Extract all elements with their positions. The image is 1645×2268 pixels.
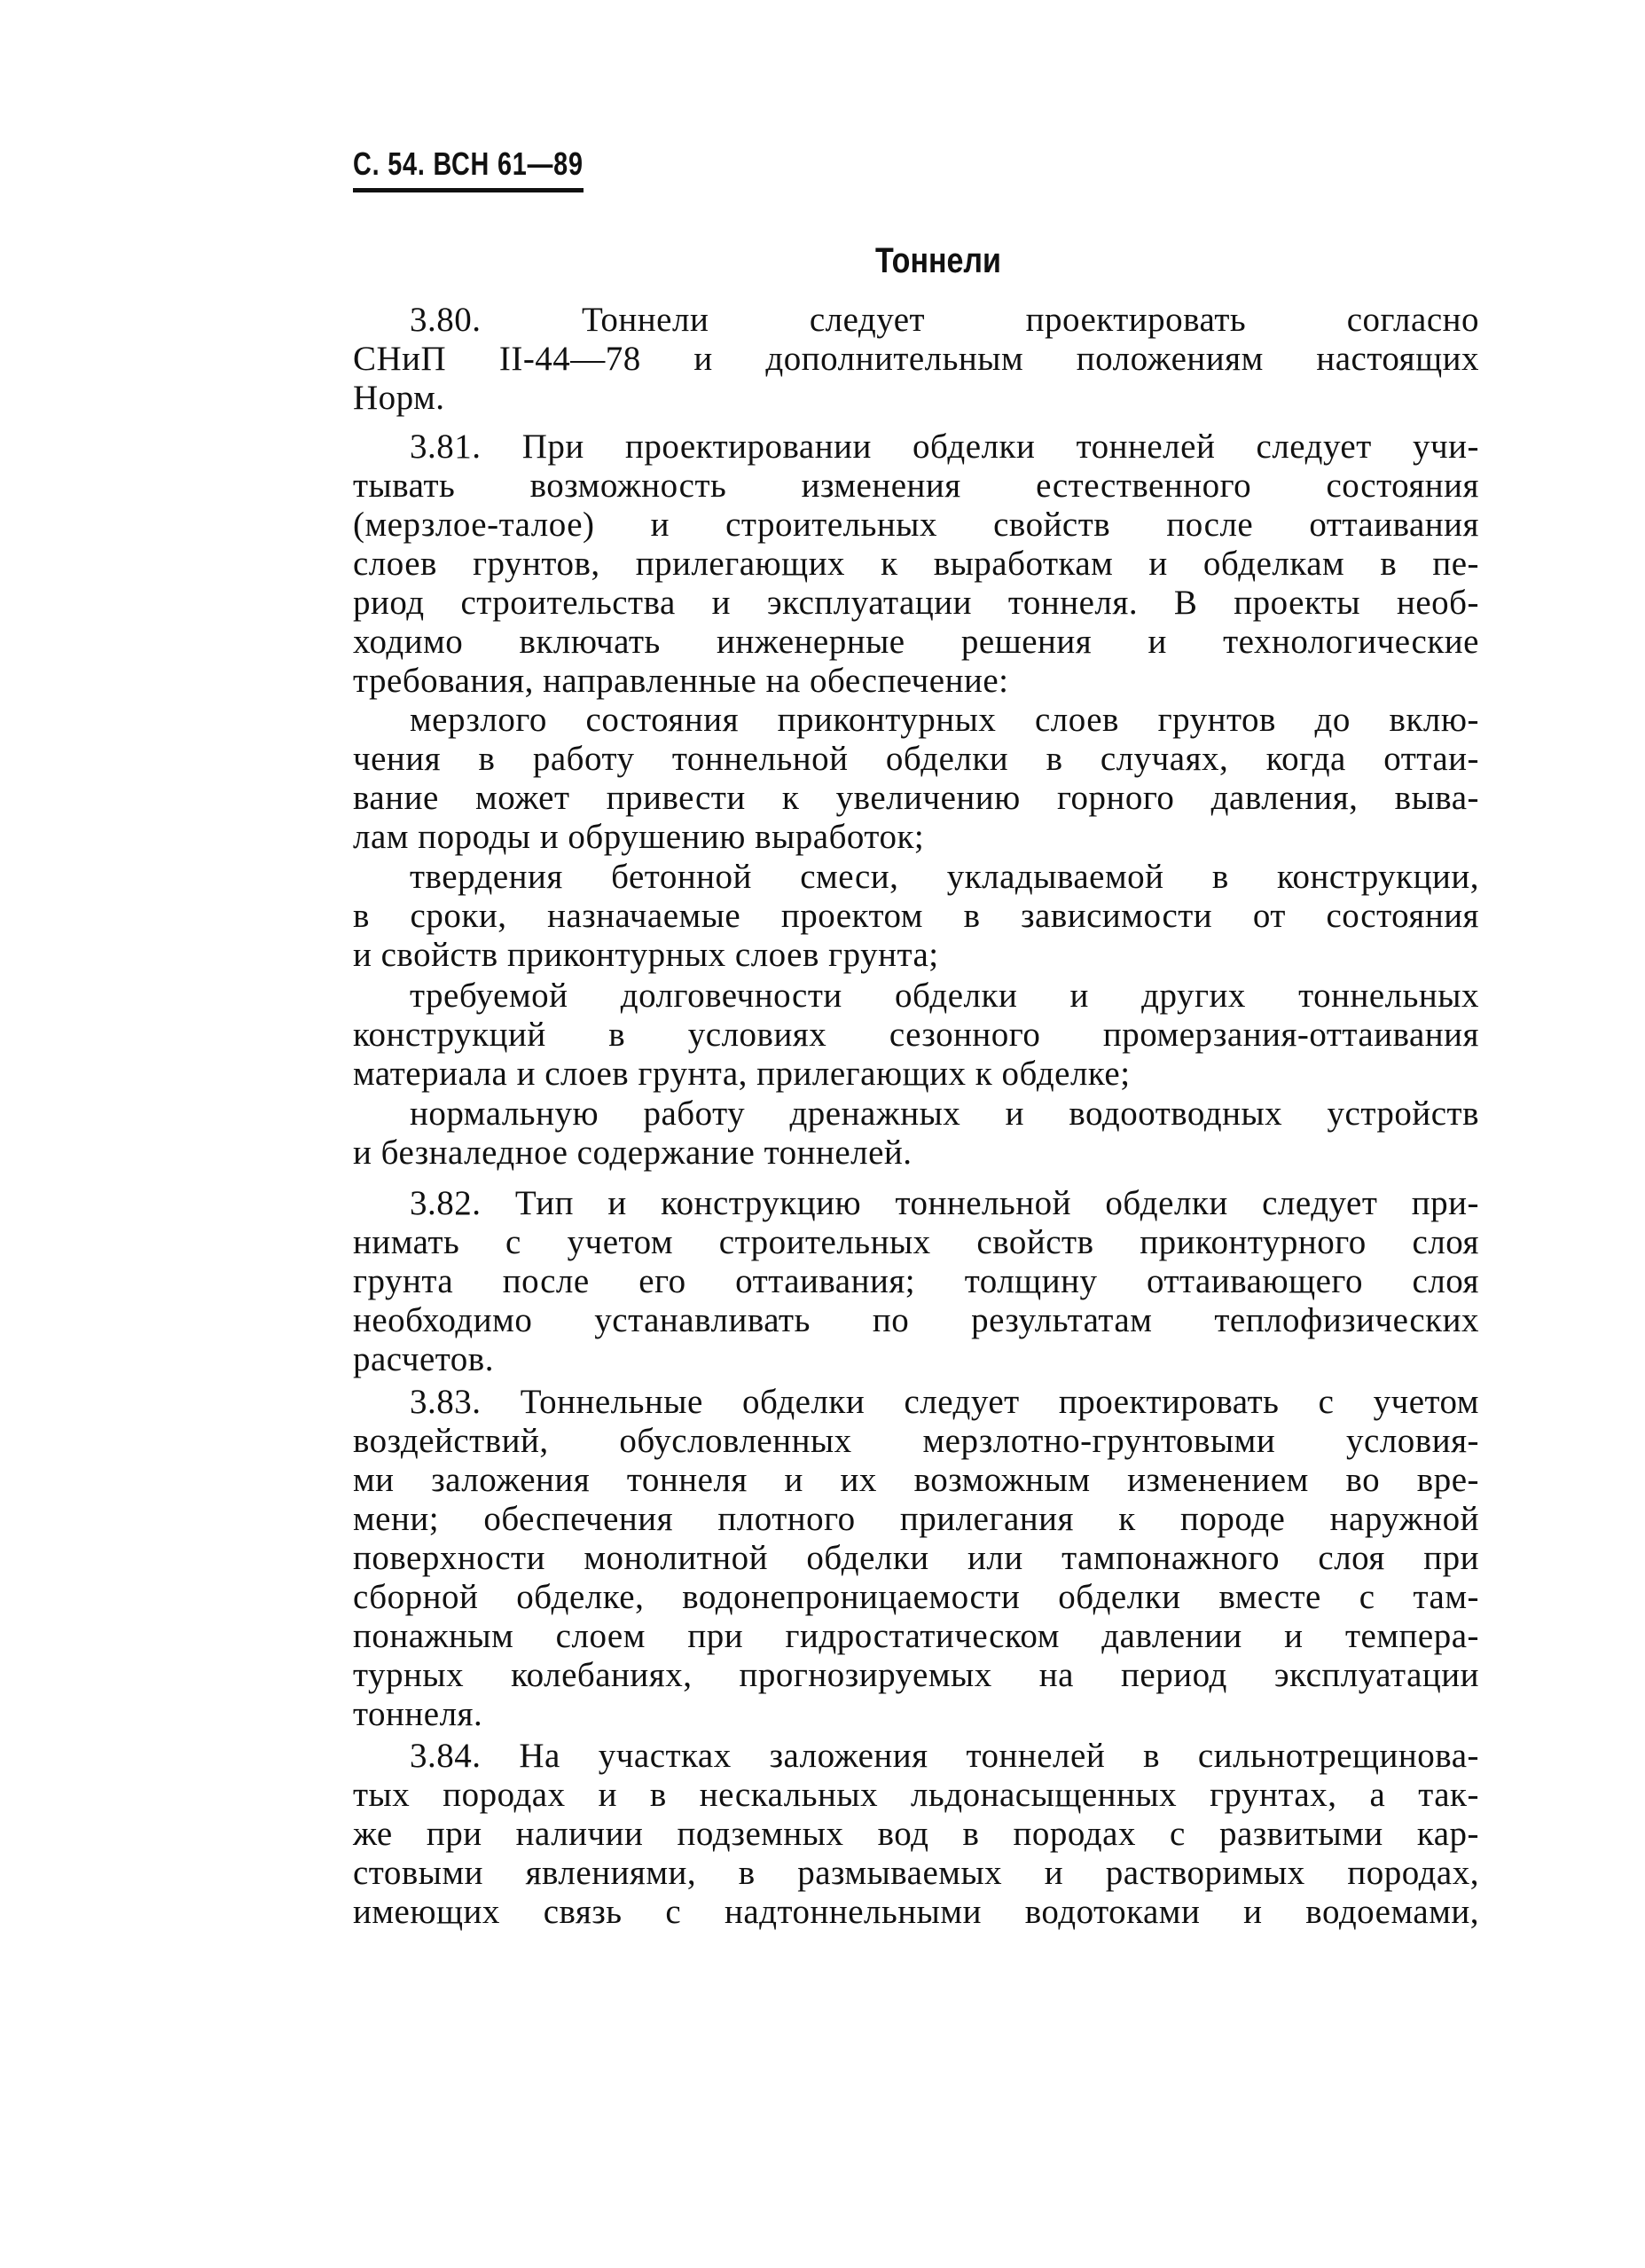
text-line: понажным слоем при гидростатическом давлении и темпера- bbox=[353, 1617, 1479, 1655]
paragraph bbox=[353, 428, 1479, 701]
text-line: стовыми явлениями, в размываемых и растворимых породах, bbox=[353, 1854, 1479, 1892]
text-line: конструкций в условиях сезонного промерзания-оттаивания bbox=[353, 1016, 1479, 1054]
text-line: Норм. bbox=[353, 379, 445, 417]
text-line: имеющих связь с надтоннельными водотоками и водоемами, bbox=[353, 1893, 1479, 1931]
text-line: мерзлого состояния приконтурных слоев грунтов до вклю- bbox=[410, 701, 1479, 739]
text-line: тых породах и в нескальных льдонасыщенных грунтах, а так- bbox=[353, 1776, 1479, 1814]
text-line: 3.84. На участках заложения тоннелей в сильнотрещинова- bbox=[410, 1737, 1479, 1775]
text-line: ми заложения тоннеля и их возможным изменением во вре- bbox=[353, 1461, 1479, 1499]
paragraph bbox=[353, 301, 1479, 418]
text-line: требования, направленные на обеспечение: bbox=[353, 662, 1009, 700]
text-line: грунта после его оттаивания; толщину оттаивающего слоя bbox=[353, 1262, 1479, 1300]
text-line: 3.83. Тоннельные обделки следует проектировать с учетом bbox=[410, 1383, 1479, 1421]
paragraph bbox=[353, 1737, 1479, 1932]
text-line: СНиП II-44—78 и дополнительным положениям настоящих bbox=[353, 340, 1479, 378]
text-line: поверхности монолитной обделки или тампонажного слоя при bbox=[353, 1539, 1479, 1577]
text-line: 3.82. Тип и конструкцию тоннельной обделки следует при- bbox=[410, 1184, 1479, 1222]
text-line: лам породы и обрушению выработок; bbox=[353, 818, 925, 856]
paragraph bbox=[353, 858, 1479, 975]
section-title: Тоннели bbox=[875, 241, 1001, 280]
text-line: расчетов. bbox=[353, 1340, 494, 1378]
text-line: слоев грунтов, прилегающих к выработкам и обделкам в пе- bbox=[353, 545, 1479, 583]
text-line: тывать возможность изменения естественного состояния bbox=[353, 467, 1479, 505]
paragraph bbox=[353, 701, 1479, 857]
text-line: необходимо устанавливать по результатам теплофизических bbox=[353, 1301, 1479, 1339]
text-line: ходимо включать инженерные решения и технологические bbox=[353, 623, 1479, 661]
text-line: твердения бетонной смеси, укладываемой в конструкции, bbox=[410, 858, 1479, 896]
paragraph bbox=[353, 1184, 1479, 1379]
paragraph bbox=[353, 977, 1479, 1094]
text-line: требуемой долговечности обделки и других тоннельных bbox=[410, 977, 1479, 1015]
paragraph bbox=[353, 1383, 1479, 1734]
text-line: турных колебаниях, прогнозируемых на период эксплуатации bbox=[353, 1656, 1479, 1694]
page-header: С. 54. ВСН 61—89 bbox=[353, 145, 584, 192]
text-line: материала и слоев грунта, прилегающих к обделке; bbox=[353, 1055, 1131, 1093]
text-line: 3.80. Тоннели следует проектировать согласно bbox=[410, 301, 1479, 339]
paragraph bbox=[353, 1095, 1479, 1173]
text-line: (мерзлое-талое) и строительных свойств после оттаивания bbox=[353, 506, 1479, 544]
text-line: сборной обделке, водонепроницаемости обделки вместе с там- bbox=[353, 1578, 1479, 1616]
text-line: чения в работу тоннельной обделки в случаях, когда оттаи- bbox=[353, 740, 1479, 778]
text-line: и безналедное содержание тоннелей. bbox=[353, 1134, 913, 1172]
text-line: тоннеля. bbox=[353, 1695, 483, 1733]
text-line: в сроки, назначаемые проектом в зависимости от состояния bbox=[353, 897, 1479, 935]
text-line: риод строительства и эксплуатации тоннеля. В проекты необ- bbox=[353, 584, 1479, 622]
text-line: нимать с учетом строительных свойств приконтурного слоя bbox=[353, 1223, 1479, 1261]
text-line: 3.81. При проектировании обделки тоннелей следует учи- bbox=[410, 428, 1479, 466]
text-line: нормальную работу дренажных и водоотводных устройств bbox=[410, 1095, 1479, 1133]
text-line: же при наличии подземных вод в породах с развитыми кар- bbox=[353, 1815, 1479, 1853]
text-line: воздействий, обусловленных мерзлотно-грунтовыми условия- bbox=[353, 1422, 1479, 1460]
text-line: мени; обеспечения плотного прилегания к породе наружной bbox=[353, 1500, 1479, 1538]
text-line: и свойств приконтурных слоев грунта; bbox=[353, 936, 939, 974]
text-line: вание может привести к увеличению горного давления, выва- bbox=[353, 779, 1479, 817]
